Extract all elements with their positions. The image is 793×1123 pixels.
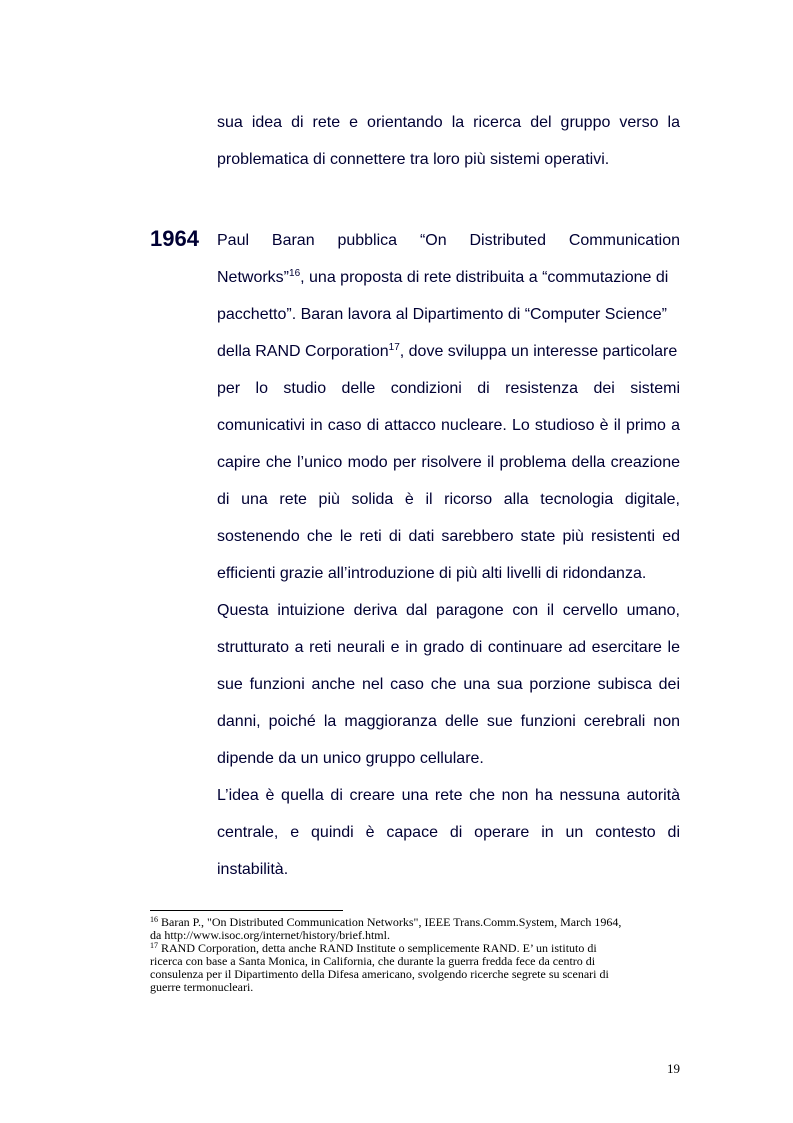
footnote-separator	[150, 910, 343, 911]
text-line: sostenendo che le reti di dati sarebbero state più resistenti ed	[217, 528, 680, 545]
text-line: sua idea di rete e orientando la ricerca del gruppo verso la	[217, 114, 680, 131]
footnote-text-line: guerre termonucleari.	[150, 980, 254, 994]
text-line: strutturato a reti neurali e in grado di continuare ad esercitare le	[217, 639, 680, 656]
text-line: L’idea è quella di creare una rete che non ha nessuna autorità	[217, 787, 680, 804]
footnote-text-line: consulenza per il Dipartimento della Difesa americano, svolgendo ricerche segrete su scenari di	[150, 967, 609, 981]
text-line: per lo studio delle condizioni di resistenza dei sistemi	[217, 380, 680, 397]
text-line: Paul Baran pubblica “On Distributed Communication	[217, 232, 680, 249]
intro-paragraph	[217, 114, 680, 188]
text-line: sue funzioni anche nel caso che una sua porzione subisca dei	[217, 676, 680, 693]
text-line: dipende da un unico gruppo cellulare.	[217, 750, 484, 767]
main-paragraph	[217, 232, 680, 898]
text-line	[217, 269, 680, 306]
text-line: Questa intuizione deriva dal paragone con il cervello umano,	[217, 602, 680, 619]
text-line: problematica di connettere tra loro più sistemi operativi.	[217, 151, 610, 168]
footnote-ref-16[interactable]: 16	[289, 268, 301, 279]
text-line: centrale, e quindi è capace di operare in un contesto di	[217, 824, 680, 841]
footnote-number: 17	[150, 941, 158, 950]
page-number: 19	[667, 1061, 680, 1076]
text-span: , dove sviluppa un interesse particolare	[399, 343, 678, 360]
text-line: pacchetto”. Baran lavora al Dipartimento di “Computer Science”	[217, 306, 667, 323]
footnotes	[150, 916, 682, 994]
footnote-ref-17[interactable]: 17	[388, 342, 400, 353]
footnote-text: RAND Corporation, detta anche RAND Institute o semplicemente RAND. E’ un istituto di	[158, 941, 597, 955]
text-span: Networks”	[217, 269, 290, 286]
text-line: comunicativi in caso di attacco nucleare. Lo studioso è il primo a	[217, 417, 680, 434]
footnote-number: 16	[150, 915, 158, 924]
text-line: di una rete più solida è il ricorso alla tecnologia digitale,	[217, 491, 680, 508]
footnote-text: Baran P., "On Distributed Communication Networks", IEEE Trans.Comm.System, March 1964,	[158, 915, 622, 929]
year-heading: 1964	[150, 226, 199, 251]
text-line	[217, 343, 680, 380]
text-span: della RAND Corporation	[217, 343, 389, 360]
text-line: efficienti grazie all’introduzione di più alti livelli di ridondanza.	[217, 565, 647, 582]
text-line: capire che l’unico modo per risolvere il problema della creazione	[217, 454, 680, 471]
footnote-16-link[interactable]: da http://www.isoc.org/internet/history/brief.html.	[150, 928, 390, 942]
text-span: , una proposta di rete distribuita a “commutazione di	[300, 269, 669, 286]
text-line: danni, poiché la maggioranza delle sue funzioni cerebrali non	[217, 713, 680, 730]
text-line: instabilità.	[217, 861, 289, 878]
footnote-text-line: ricerca con base a Santa Monica, in California, che durante la guerra fredda fece da centro di	[150, 954, 596, 968]
